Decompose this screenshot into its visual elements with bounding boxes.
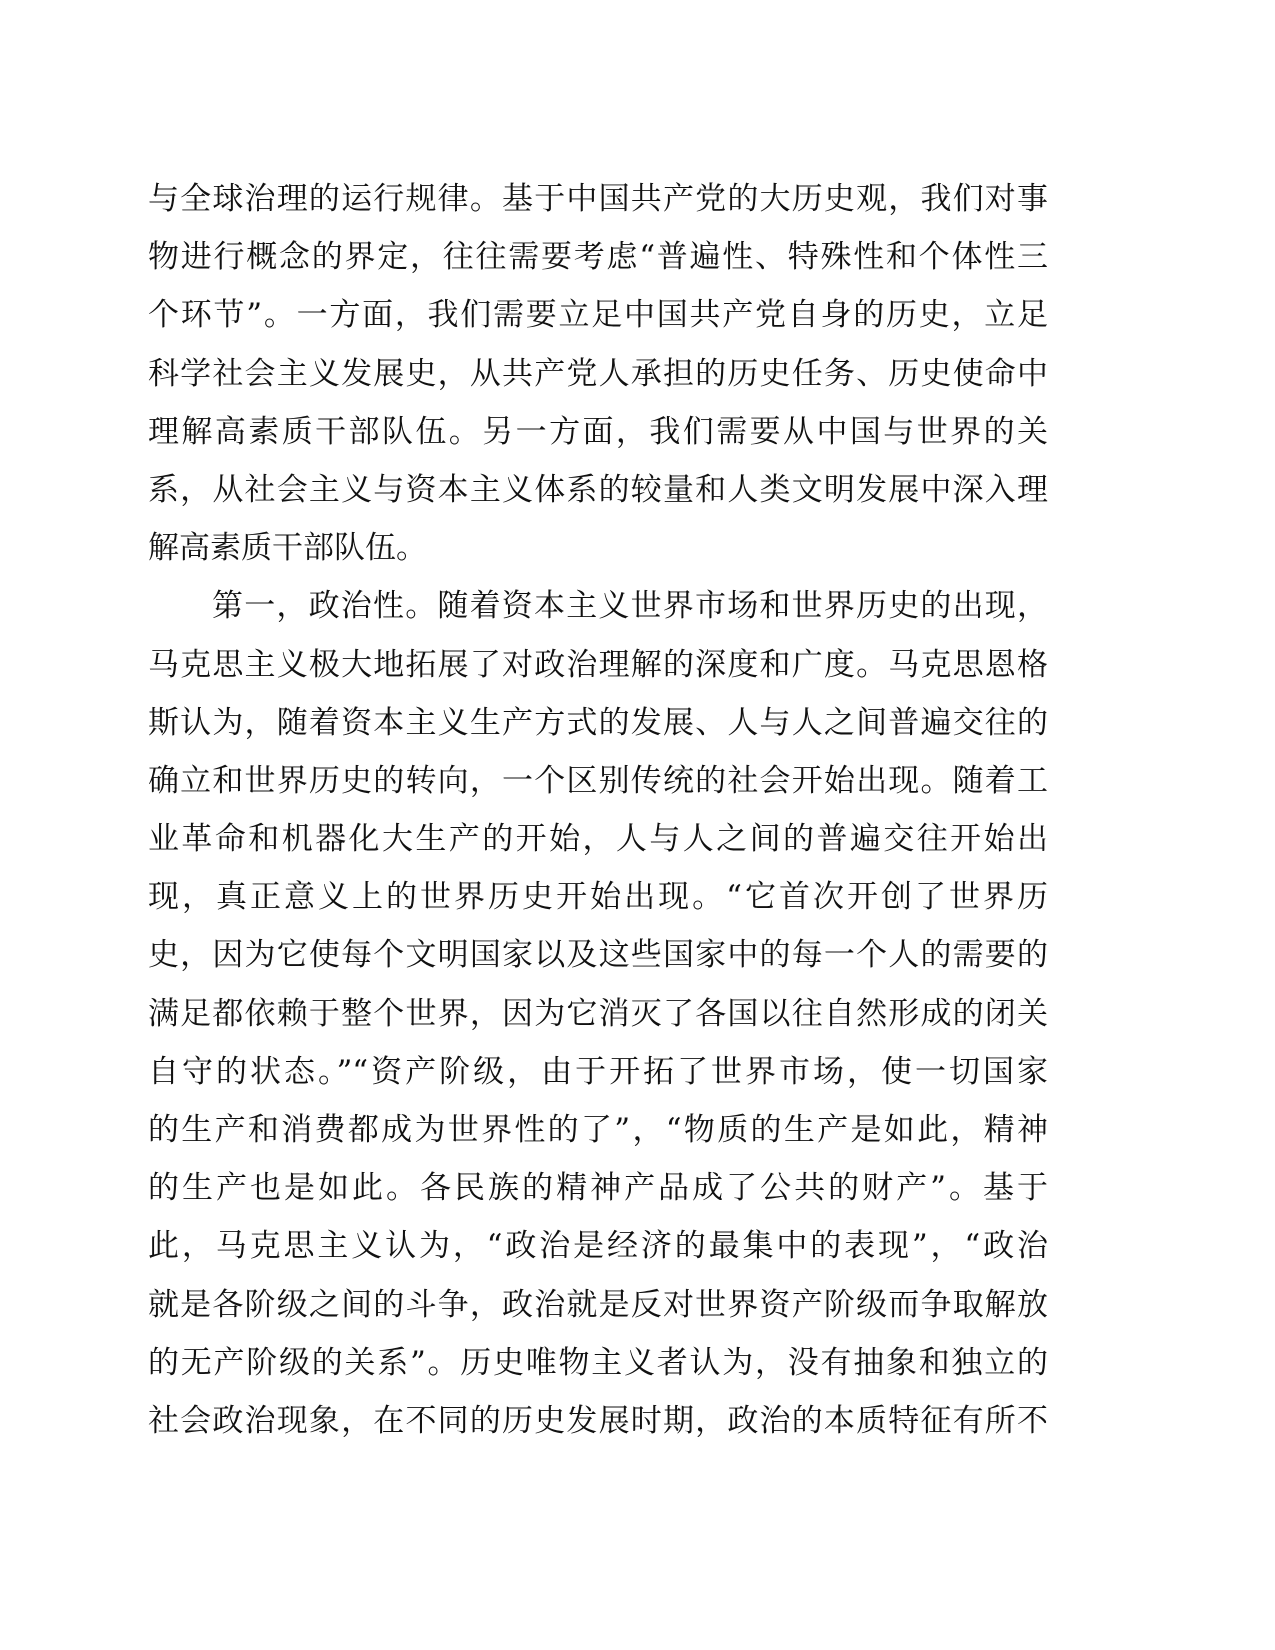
text-line: 解高素质干部队伍。 (148, 530, 427, 567)
text-line: 的生产也是如此。各民族的精神产品成了公共的财产”。基于 (148, 1170, 1048, 1207)
text-line: 史，因为它使每个文明国家以及这些国家中的每一个人的需要的 (148, 937, 1048, 974)
paragraph-first-line: 第一，政治性。随着资本主义世界市场和世界历史的出现， (212, 588, 1048, 625)
text-line: 社会政治现象，在不同的历史发展时期，政治的本质特征有所不 (148, 1402, 1048, 1439)
text-line: 科学社会主义发展史，从共产党人承担的历史任务、历史使命中 (148, 355, 1048, 392)
text-line: 此，马克思主义认为，“政治是经济的最集中的表现”，“政治 (148, 1228, 1048, 1265)
text-line: 斯认为，随着资本主义生产方式的发展、人与人之间普遍交往的 (148, 704, 1048, 741)
text-line: 物进行概念的界定，往往需要考虑“普遍性、特殊性和个体性三 (148, 239, 1048, 276)
text-line: 确立和世界历史的转向，一个区别传统的社会开始出现。随着工 (148, 762, 1048, 799)
text-line: 与全球治理的运行规律。基于中国共产党的大历史观，我们对事 (148, 181, 1048, 217)
text-line: 自守的状态。”“资产阶级，由于开拓了世界市场，使一切国家 (148, 1053, 1048, 1090)
text-line: 马克思主义极大地拓展了对政治理解的深度和广度。马克思恩格 (148, 646, 1048, 683)
text-line: 个环节”。一方面，我们需要立足中国共产党自身的历史，立足 (148, 297, 1048, 334)
text-line: 系，从社会主义与资本主义体系的较量和人类文明发展中深入理 (148, 471, 1048, 508)
text-line: 业革命和机器化大生产的开始，人与人之间的普遍交往开始出 (148, 821, 1048, 858)
body-text (148, 170, 1048, 1450)
text-line: 现，真正意义上的世界历史开始出现。“它首次开创了世界历 (148, 879, 1048, 916)
text-line: 的生产和消费都成为世界性的了”，“物质的生产是如此，精神 (148, 1112, 1048, 1148)
text-line: 就是各阶级之间的斗争，政治就是反对世界资产阶级而争取解放 (148, 1286, 1048, 1323)
text-line: 理解高素质干部队伍。另一方面，我们需要从中国与世界的关 (148, 413, 1048, 450)
text-line: 的无产阶级的关系”。历史唯物主义者认为，没有抽象和独立的 (148, 1344, 1048, 1381)
text-line: 满足都依赖于整个世界，因为它消灭了各国以往自然形成的闭关 (148, 995, 1048, 1032)
